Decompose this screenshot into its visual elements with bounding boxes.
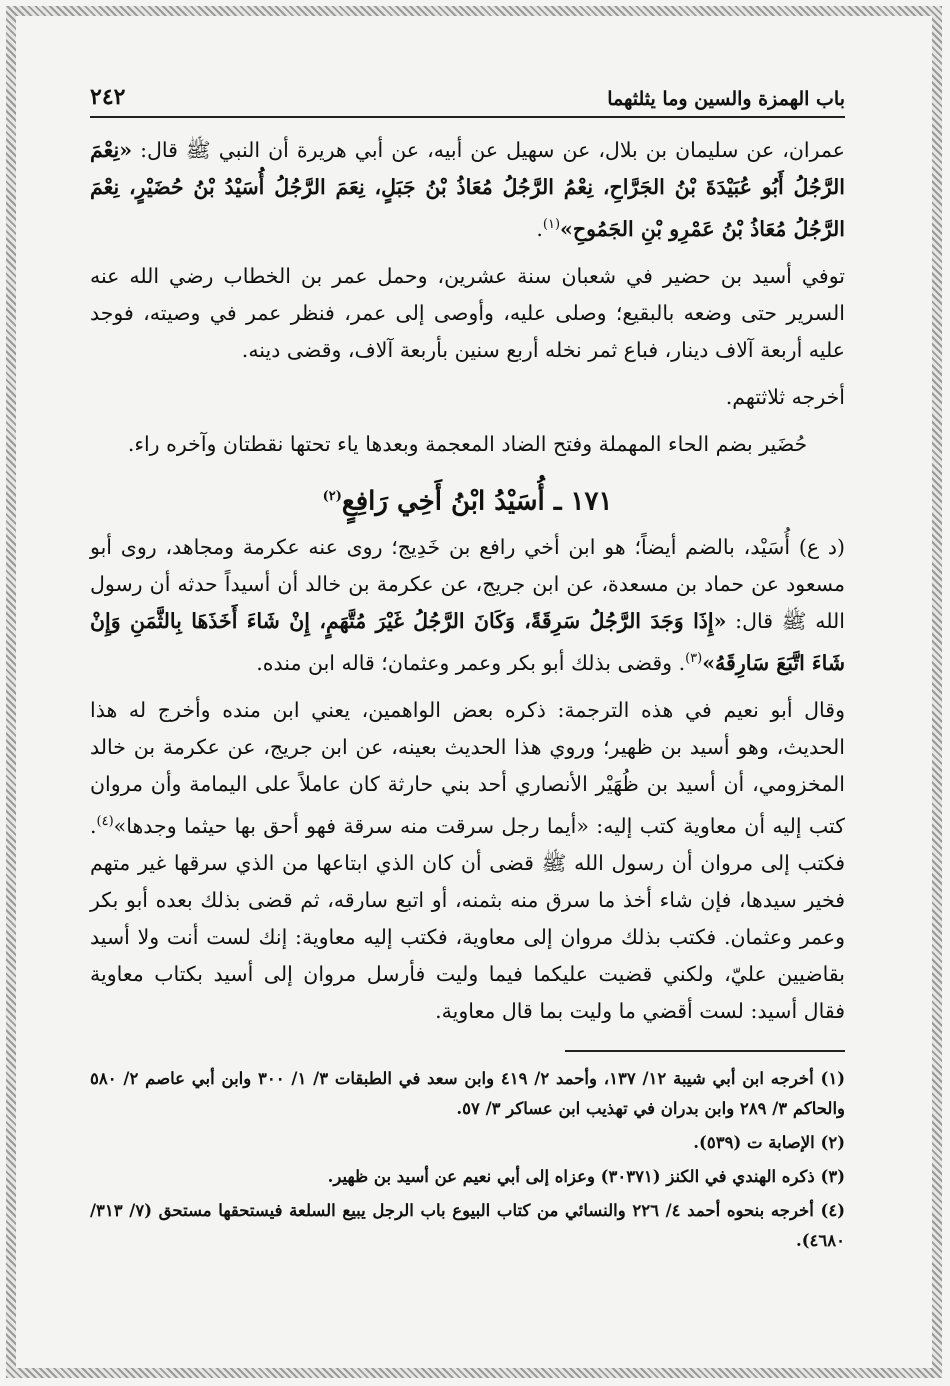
hadith-text: «نِعْمَ الرَّجُلُ أَبُو عُبَيْدَةَ بْنُ الجَرَّاحِ، نِعْمُ الرَّجُلُ مُعَاذُ بْنُ جَبَلٍ، نِعَمَ الرَّجُلُ أُسَيْدُ بْنُ حُضَيْرٍ، نِعْمَ الرَّجُلُ مُعَاذُ بْنُ عَمْرِو بْنِ الجَمُوحِ» [90,138,845,241]
paragraph: توفي أسيد بن حضير في شعبان سنة عشرين، وحمل عمر بن الخطاب رضي الله عنه السرير حتى وضعه بالبقيع؛ وصلى عليه، وأوصى إلى عمر، فنظر عمر في وصيته، فوجد عليه أربعة آلاف دينار، فباع ثمر نخله أربع سنين بأربعة آلاف، وقضى دينه. [90,263,845,362]
running-title: باب الهمزة والسين وما يثلثهما [607,88,845,110]
paragraph: عمران، عن سليمان بن بلال، عن سهيل عن أبيه، عن أبي هريرة أن النبي ﷺ قال: «نِعْمَ الرَّجُلُ أَبُو عُبَيْدَةَ بْنُ الجَرَّاحِ، نِعْمُ الرَّجُلُ مُعَاذُ بْنُ جَبَلٍ، نِعَمَ الرَّجُلُ أُسَيْدُ بْنُ حُضَيْرٍ، نِعْمَ الرَّجُلُ مُعَاذُ بْنُ عَمْرِو بْنِ الجَمُوحِ»$^{(١)}$. [90,138,845,241]
footnote: (٤) أخرجه بنحوه أحمد ٤/ ٢٢٦ والنسائي من كتاب البيوع باب الرجل يبيع السلعة فيستحقها مستحق (٧/ ٣١٣/ ٤٦٨٠). [90,1201,845,1251]
paragraph: (د ع) أُسَيْد، بالضم أيضاً؛ هو ابن أخي رافع بن خَدِيج؛ روى عنه عكرمة ومجاهد، روى أبو مسعود عن حماد بن مسعدة، عن ابن جريج، عن عكرمة بن خالد أن أسيداً حدثه أن رسول الله ﷺ قال: «إِذَا وَجَدَ الرَّجُلُ سَرِقَةً، وَكَانَ الرَّجُلُ غَيْرَ مُتَّهَمٍ، إِنْ شَاءَ أَخَذَهَا بِالثَّمَنِ وَإِنْ شَاءَ اتَّبَعَ سَارِقَهُ»$^{(٣)}$. وقضى بذلك أبو بكر وعمر وعثمان؛ قاله ابن منده. [90,535,845,676]
paragraph: حُضَير بضم الحاء المهملة وفتح الضاد المعجمة وبعدها ياء تحتها نقطتان وآخره راء. [127,431,808,456]
footnote: (٣) ذكره الهندي في الكنز (٣٠٣٧١) وعزاه إلى أبي نعيم عن أسيد بن ظهير. [327,1167,845,1187]
footnote-ref: (١) [542,217,561,232]
book-page [90,78,845,1260]
footnotes [90,1064,845,1256]
footnote-ref: (٢) [322,488,342,504]
hadith-text: «إِذَا وَجَدَ الرَّجُلُ سَرِقَةً، وَكَانَ الرَّجُلُ غَيْرَ مُتَّهَمٍ، إِنْ شَاءَ أَخَذَهَا بِالثَّمَنِ وَإِنْ شَاءَ اتَّبَعَ سَارِقَهُ» [90,609,845,676]
paragraph: أخرجه ثلاثتهم. [725,384,845,409]
footnote: (١) أخرجه ابن أبي شيبة ١٢/ ١٣٧، وأحمد ٢/ ٤١٩ وابن سعد في الطبقات ٣/ ١/ ٣٠٠ وابن أبي عاصم ٢/ ٥٨٠ والحاكم ٣/ ٢٨٩ وابن بدران في تهذيب ابن عساكر ٣/ ٥٧. [90,1069,846,1119]
footnote-ref: (٤) [96,814,114,830]
entry-title: ١٧١ ـ أُسَيْدُ ابْنُ أَخِي رَافِعٍ$^{(٢)}$ [322,486,613,517]
footnote-ref: (٣) [685,651,703,667]
paragraph: وقال أبو نعيم في هذه الترجمة: ذكره بعض الواهمين، يعني ابن منده وأخرج له هذا الحديث، وهو أسيد بن ظهير؛ وروي هذا الحديث بعينه، عن ابن جريج، عن عكرمة بن خالد المخزومي، أن أسيد بن ظُهَيْر الأنصاري أحد بني حارثة كان عاملاً على اليمامة وأن مروان كتب إليه أن معاوية كتب إليه: «أيما رجل سرقت منه سرقة فهو أحق بها حيثما وجدها»$^{(٤)}$. فكتب إلى مروان أن رسول الله ﷺ قضى أن كان الذي ابتاعها من الذي سرقها غير متهم فخير سيدها، فإن شاء أخذ ما سرق منه بثمنه، أو اتبع سارقه، ثم قضى بذلك بعده أبو بكر وعمر وعثمان. فكتب بذلك مروان إلى معاوية، فكتب إليه معاوية: إنك لست أنت ولا أسيد بقاضيين عليّ، ولكني قضيت عليكما فيما وليت فأرسل مروان إلى أسيد بكتاب معاوية فقال أسيد: لست أقضي ما وليت بما قال معاوية. [90,698,845,1024]
page-header [90,78,845,118]
footnote-divider [565,1050,845,1052]
footnote: (٢) الإصابة ت (٥٣٩). [693,1133,845,1153]
page-number: ٢٤٢ [90,84,126,110]
